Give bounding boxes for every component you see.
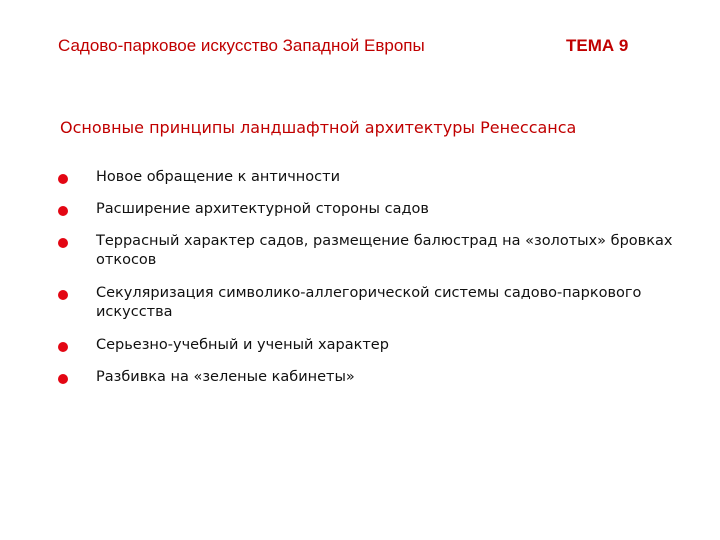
bullet-text: Секуляризация символико-аллегорической системы садово-паркового искусства bbox=[96, 285, 642, 320]
header-title: Садово-парковое искусство Западной Европы bbox=[58, 36, 425, 55]
bullet-text: Расширение архитектурной стороны садов bbox=[96, 201, 429, 217]
bullet-text: Разбивка на «зеленые кабинеты» bbox=[96, 369, 355, 385]
bullet-item bbox=[58, 168, 678, 187]
bullet-text: Новое обращение к античности bbox=[96, 169, 341, 185]
section-subtitle: Основные принципы ландшафтной архитектуры Ренессанса bbox=[60, 118, 577, 137]
bullet-item bbox=[58, 200, 678, 219]
bullet-text: Серьезно-учебный и ученый характер bbox=[96, 337, 389, 353]
bullet-item bbox=[58, 336, 678, 355]
bullet-dot-icon bbox=[58, 374, 68, 384]
bullet-item bbox=[58, 368, 678, 387]
bullet-list bbox=[58, 168, 678, 400]
bullet-dot-icon bbox=[58, 206, 68, 216]
bullet-item bbox=[58, 232, 678, 270]
bullet-dot-icon bbox=[58, 238, 68, 248]
bullet-dot-icon bbox=[58, 174, 68, 184]
bullet-text: Террасный характер садов, размещение балюстрад на «золотых» бровках откосов bbox=[96, 233, 673, 268]
bullet-item bbox=[58, 284, 678, 322]
bullet-dot-icon bbox=[58, 342, 68, 352]
topic-label: ТЕМА 9 bbox=[566, 36, 629, 55]
bullet-dot-icon bbox=[58, 290, 68, 300]
